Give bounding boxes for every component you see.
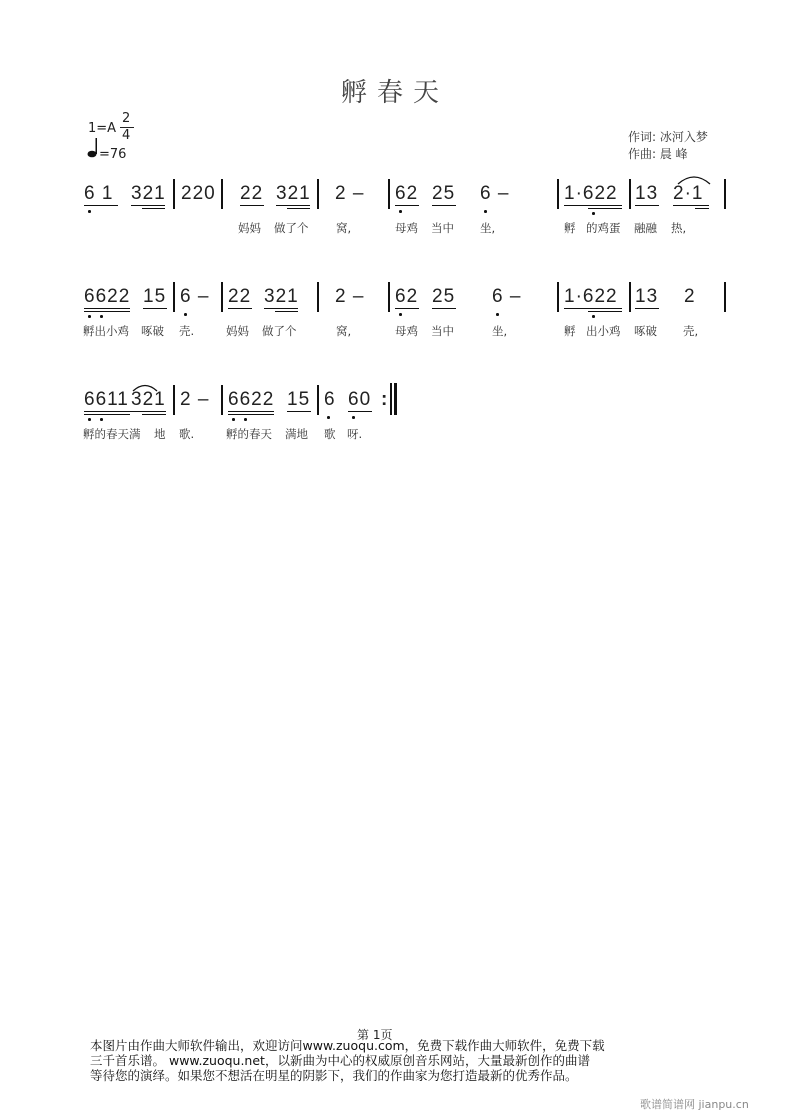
note-group: 25 <box>432 183 456 204</box>
note-group: 22 <box>240 183 264 204</box>
note-group: 321 <box>276 183 311 204</box>
lyric-word: 壳, <box>683 324 699 338</box>
underline <box>84 414 130 415</box>
lyric-word: 做了个 <box>262 324 297 338</box>
bar-line <box>629 282 631 312</box>
bar-line <box>317 282 319 312</box>
underline <box>84 205 118 206</box>
underline <box>228 411 274 412</box>
underline <box>564 308 622 309</box>
low-octave-dot <box>232 418 235 421</box>
underline <box>432 308 456 309</box>
lyric-word: 的鸡蛋 <box>586 221 621 235</box>
underline <box>264 308 298 309</box>
note-group: 2·1 <box>673 183 704 204</box>
bar-line <box>173 385 175 415</box>
tie-slur <box>676 170 712 189</box>
bar-line <box>221 282 223 312</box>
low-octave-dot <box>399 313 402 316</box>
lyric-word: 做了个 <box>274 221 309 235</box>
low-octave-dot <box>327 416 330 419</box>
low-octave-dot <box>592 212 595 215</box>
bar-line <box>173 282 175 312</box>
lyric-word: 母鸡 <box>395 221 418 235</box>
underline <box>131 205 165 206</box>
underline <box>228 414 274 415</box>
underline <box>588 311 622 312</box>
song-title: 孵春天 <box>340 78 449 108</box>
score-line-1 <box>0 183 790 223</box>
bar-line <box>221 385 223 415</box>
low-octave-dot <box>592 315 595 318</box>
lyricist: 作词: 冰河入梦 <box>628 130 708 144</box>
underline <box>635 205 659 206</box>
lyric-word: 地 <box>154 427 166 441</box>
underline <box>84 411 166 412</box>
lyric-word: 出小鸡 <box>586 324 621 338</box>
footer-line: 三千首乐谱。 www.zuoqu.net，以新曲为中心的权威原创音乐网站，大量最新创作的曲谱 <box>90 1053 590 1068</box>
note-group: 6 1 <box>84 183 114 204</box>
note-group: 1·622 <box>564 183 618 204</box>
note-group: 6 – <box>492 286 522 307</box>
note-group: 321 <box>264 286 299 307</box>
low-octave-dot <box>244 418 247 421</box>
bar-line <box>173 179 175 209</box>
lyric-word: 歌. <box>179 427 195 441</box>
tempo: =76 <box>99 147 127 162</box>
lyric-word: 坐, <box>492 324 508 338</box>
quarter-note-icon <box>87 137 99 163</box>
page-number: 第 1页 <box>357 1028 393 1042</box>
lyrics-line-1 <box>0 220 790 260</box>
underline <box>275 311 298 312</box>
final-bar-line-thick <box>394 383 397 415</box>
note-group: 220 <box>181 183 216 204</box>
lyric-word: 壳. <box>179 324 195 338</box>
lyric-word: 融融 <box>634 221 657 235</box>
lyric-word: 满地 <box>285 427 308 441</box>
low-octave-dot <box>88 210 91 213</box>
bar-line <box>221 179 223 209</box>
underline <box>348 411 372 412</box>
note-group: 321 <box>131 183 166 204</box>
underline <box>240 205 264 206</box>
low-octave-dot <box>352 416 355 419</box>
lyric-word: 孵出小鸡 <box>83 324 129 338</box>
note-group: 321 <box>131 389 166 410</box>
underline <box>287 208 310 209</box>
note-group: 1·622 <box>564 286 618 307</box>
note-group: 15 <box>143 286 167 307</box>
low-octave-dot <box>100 315 103 318</box>
underline <box>143 308 167 309</box>
lyric-word: 妈妈 <box>226 324 249 338</box>
lyrics-line-3 <box>0 426 790 466</box>
note-group: 2 – <box>335 286 365 307</box>
note-group: 6611 <box>84 389 129 410</box>
bar-line <box>629 179 631 209</box>
bar-line <box>388 282 390 312</box>
bar-line <box>557 179 559 209</box>
lyrics-line-2 <box>0 323 790 363</box>
lyric-word: 啄破 <box>141 324 164 338</box>
low-octave-dot <box>100 418 103 421</box>
lyric-word: 呀. <box>347 427 363 441</box>
underline <box>635 308 659 309</box>
lyric-word: 孵 <box>564 221 576 235</box>
note-group: 62 <box>395 286 419 307</box>
low-octave-dot <box>88 315 91 318</box>
low-octave-dot <box>184 313 187 316</box>
lyric-word: 母鸡 <box>395 324 418 338</box>
note-group: 62 <box>395 183 419 204</box>
lyric-word: 窝, <box>336 324 352 338</box>
note-group: 6622 <box>228 389 275 410</box>
underline <box>84 308 130 309</box>
bar-line <box>724 179 726 209</box>
underline <box>287 411 311 412</box>
lyric-word: 坐, <box>480 221 496 235</box>
underline <box>564 205 622 206</box>
tie-slur <box>131 377 159 396</box>
lyric-word: 当中 <box>431 221 454 235</box>
watermark: 歌谱简谱网 jianpu.cn <box>640 1098 749 1111</box>
lyric-word: 窝, <box>336 221 352 235</box>
final-bar-line <box>390 383 392 415</box>
bar-line <box>557 282 559 312</box>
key-signature: 1=A <box>88 121 117 136</box>
note-group: 6 – <box>480 183 510 204</box>
note-group: 13 <box>635 183 659 204</box>
note-group: 22 <box>228 286 252 307</box>
note-group: 60 <box>348 389 372 410</box>
underline <box>673 205 709 206</box>
lyric-word: 孵的春天 <box>226 427 272 441</box>
lyric-word: 孵 <box>564 324 576 338</box>
underline <box>142 414 166 415</box>
low-octave-dot <box>399 210 402 213</box>
composer: 作曲: 晨 峰 <box>628 147 688 161</box>
underline <box>84 311 130 312</box>
lyric-word: 歌 <box>324 427 336 441</box>
underline <box>395 205 419 206</box>
underline <box>142 208 165 209</box>
note-group: 15 <box>287 389 311 410</box>
bar-line <box>317 179 319 209</box>
note-group: 6622 <box>84 286 131 307</box>
lyric-word: 啄破 <box>634 324 657 338</box>
underline <box>228 308 252 309</box>
note-group: 2 – <box>335 183 365 204</box>
bar-line <box>317 385 319 415</box>
bar-line <box>388 179 390 209</box>
underline <box>395 308 419 309</box>
underline <box>695 208 709 209</box>
time-signature-top: 2 <box>122 111 131 126</box>
underline <box>276 205 310 206</box>
lyric-word: 当中 <box>431 324 454 338</box>
lyric-word: 热, <box>671 221 687 235</box>
note-group: 2 – <box>180 389 210 410</box>
footer-line: 等待您的演绎。如果您不想活在明星的阴影下，我们的作曲家为您打造最新的优秀作品。 <box>90 1068 578 1083</box>
underline <box>588 208 622 209</box>
low-octave-dot <box>484 210 487 213</box>
note-group: 13 <box>635 286 659 307</box>
underline <box>432 205 456 206</box>
footer-line: 本图片由作曲大师软件输出，欢迎访问www.zuoqu.com，免费下载作曲大师软件，免费下载 <box>90 1038 605 1053</box>
lyric-word: 妈妈 <box>238 221 261 235</box>
note-group: 6 <box>324 389 336 410</box>
time-signature-bottom: 4 <box>122 128 131 143</box>
low-octave-dot <box>88 418 91 421</box>
score-line-2 <box>0 286 790 326</box>
lyric-word: 孵的春天满 <box>83 427 141 441</box>
repeat-sign: : <box>381 389 389 410</box>
note-group: 6 – <box>180 286 210 307</box>
note-group: 2 <box>684 286 696 307</box>
bar-line <box>724 282 726 312</box>
low-octave-dot <box>496 313 499 316</box>
note-group: 25 <box>432 286 456 307</box>
